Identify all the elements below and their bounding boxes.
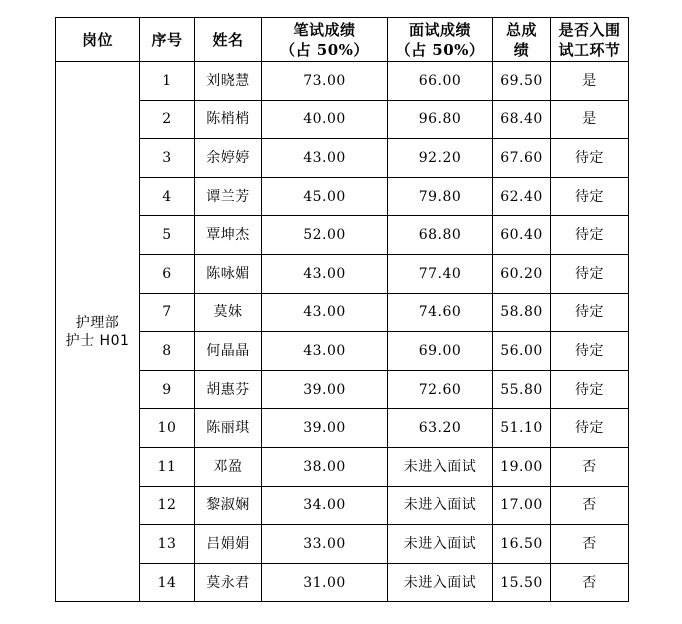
written-score-cell: 34.00 [262,486,388,525]
total-score-cell: 56.00 [493,332,551,371]
interview-score-cell: 79.80 [388,177,493,216]
seq-cell: 6 [140,254,195,293]
interview-score-cell: 未进入面试 [388,486,493,525]
table-row [56,100,629,139]
total-score-cell: 60.40 [493,216,551,255]
table-row [56,332,629,371]
table-row [56,447,629,486]
interview-score-cell: 92.20 [388,139,493,178]
score-table [55,17,629,602]
seq-cell: 1 [140,62,195,101]
post-line1: 护理部 [75,314,120,331]
header-interview-line1: 面试成绩 [408,20,471,39]
status-cell: 待定 [551,332,629,371]
written-score-cell: 31.00 [262,563,388,602]
name-cell: 覃坤杰 [195,216,262,255]
table-row [56,293,629,332]
written-score-cell: 52.00 [262,216,388,255]
status-cell: 否 [551,447,629,486]
seq-cell: 7 [140,293,195,332]
status-cell: 待定 [551,293,629,332]
table-body [56,62,629,602]
post-cell [56,62,140,602]
total-score-cell: 67.60 [493,139,551,178]
header-post: 岗位 [56,18,140,62]
written-score-cell: 43.00 [262,293,388,332]
header-seq: 序号 [140,18,195,62]
name-cell: 吕娟娟 [195,525,262,564]
header-total-line1: 总成 [505,20,537,39]
written-score-cell: 38.00 [262,447,388,486]
interview-score-cell: 66.00 [388,62,493,101]
status-cell: 待定 [551,254,629,293]
header-total-line2: 绩 [513,40,530,59]
header-written [262,18,388,62]
status-cell: 是 [551,100,629,139]
total-score-cell: 17.00 [493,486,551,525]
header-total [493,18,551,62]
header-written-line1: 笔试成绩 [293,20,356,39]
table-row [56,177,629,216]
seq-cell: 5 [140,216,195,255]
name-cell: 刘晓慧 [195,62,262,101]
status-cell: 待定 [551,409,629,448]
table-row [56,62,629,101]
seq-cell: 9 [140,370,195,409]
status-cell: 否 [551,525,629,564]
name-cell: 邓盈 [195,447,262,486]
seq-cell: 2 [140,100,195,139]
total-score-cell: 19.00 [493,447,551,486]
status-cell: 待定 [551,216,629,255]
status-cell: 待定 [551,370,629,409]
name-cell: 陈丽琪 [195,409,262,448]
total-score-cell: 51.10 [493,409,551,448]
interview-score-cell: 63.20 [388,409,493,448]
name-cell: 黎淑娴 [195,486,262,525]
header-name: 姓名 [195,18,262,62]
total-score-cell: 60.20 [493,254,551,293]
total-score-cell: 68.40 [493,100,551,139]
written-score-cell: 43.00 [262,332,388,371]
written-score-cell: 39.00 [262,370,388,409]
name-cell: 陈咏媚 [195,254,262,293]
header-interview-line2: （占 50%） [395,40,485,59]
table-row [56,486,629,525]
total-score-cell: 15.50 [493,563,551,602]
name-cell: 莫永君 [195,563,262,602]
written-score-cell: 73.00 [262,62,388,101]
name-cell: 何晶晶 [195,332,262,371]
status-cell: 是 [551,62,629,101]
seq-cell: 13 [140,525,195,564]
interview-score-cell: 69.00 [388,332,493,371]
seq-cell: 8 [140,332,195,371]
total-score-cell: 55.80 [493,370,551,409]
written-score-cell: 43.00 [262,139,388,178]
status-cell: 否 [551,486,629,525]
header-enter-line2: 试工环节 [558,40,621,59]
post-line2: 护士 H01 [65,332,130,349]
table-row [56,216,629,255]
name-cell: 谭兰芳 [195,177,262,216]
written-score-cell: 45.00 [262,177,388,216]
header-written-line2: （占 50%） [280,40,369,59]
seq-cell: 10 [140,409,195,448]
interview-score-cell: 77.40 [388,254,493,293]
seq-cell: 4 [140,177,195,216]
name-cell: 余婷婷 [195,139,262,178]
status-cell: 待定 [551,177,629,216]
seq-cell: 11 [140,447,195,486]
written-score-cell: 33.00 [262,525,388,564]
total-score-cell: 58.80 [493,293,551,332]
name-cell: 陈梢梢 [195,100,262,139]
table-row [56,139,629,178]
interview-score-cell: 未进入面试 [388,563,493,602]
table-row [56,254,629,293]
header-interview [388,18,493,62]
name-cell: 胡惠芬 [195,370,262,409]
interview-score-cell: 72.60 [388,370,493,409]
header-enter [551,18,629,62]
written-score-cell: 40.00 [262,100,388,139]
interview-score-cell: 74.60 [388,293,493,332]
seq-cell: 12 [140,486,195,525]
header-enter-line1: 是否入围 [558,20,621,39]
status-cell: 待定 [551,139,629,178]
table-row [56,563,629,602]
table-row [56,370,629,409]
total-score-cell: 69.50 [493,62,551,101]
table-row [56,525,629,564]
seq-cell: 3 [140,139,195,178]
interview-score-cell: 未进入面试 [388,525,493,564]
table-header-row [56,18,629,62]
table-row [56,409,629,448]
status-cell: 否 [551,563,629,602]
interview-score-cell: 未进入面试 [388,447,493,486]
total-score-cell: 16.50 [493,525,551,564]
written-score-cell: 43.00 [262,254,388,293]
seq-cell: 14 [140,563,195,602]
interview-score-cell: 96.80 [388,100,493,139]
total-score-cell: 62.40 [493,177,551,216]
written-score-cell: 39.00 [262,409,388,448]
interview-score-cell: 68.80 [388,216,493,255]
name-cell: 莫妹 [195,293,262,332]
